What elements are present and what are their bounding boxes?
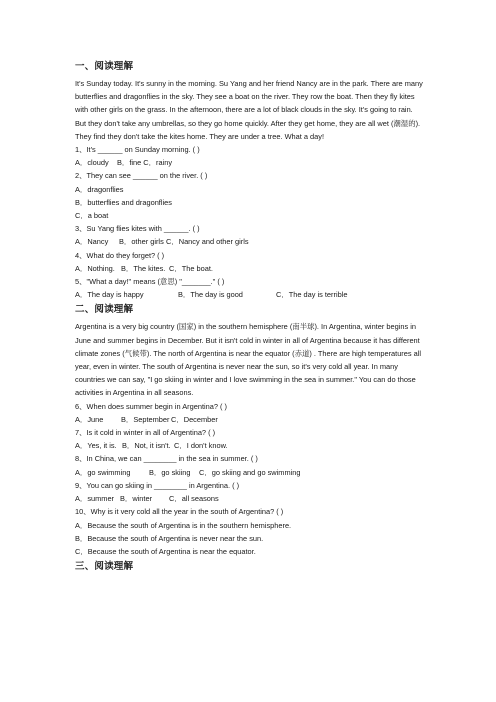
question-5: 5、"What a day!" means (意思) "_______." ( ) (75, 277, 225, 287)
question-5-options (75, 288, 425, 301)
question-2-option-c: C．a boat (75, 211, 109, 221)
section-3-title: 三、阅读理解 (75, 561, 134, 573)
option-a: A．Yes, it is. (75, 441, 117, 451)
option-b: B．The day is good (178, 290, 243, 300)
question-10-option-a: A．Because the south of Argentina is in the southern hemisphere. (75, 520, 292, 530)
option-a: A．summer (75, 494, 115, 504)
document-content (75, 58, 425, 577)
option-a: A．go swimming (75, 467, 131, 477)
option-c: C．I don't know. (174, 441, 228, 451)
question-1: 1、It's ______ on Sunday morning. ( ) (75, 145, 200, 155)
option-b: B．go skiing (149, 467, 191, 477)
option-c: C．go skiing and go swimming (199, 467, 301, 477)
question-3: 3、Su Yang flies kites with ______. ( ) (75, 224, 200, 234)
question-7: 7、Is it cold in winter in all of Argentina? ( ) (75, 428, 216, 438)
option-c: C．December (171, 414, 218, 424)
question-7-options (75, 439, 425, 452)
question-2: 2、They can see ______ on the river. ( ) (75, 171, 208, 181)
option-a: A．Nothing. (75, 263, 115, 273)
option-a: A．The day is happy (75, 290, 144, 300)
question-9: 9、You can go skiing in ________ in Argentina. ( ) (75, 480, 240, 490)
option-b: B．other girls (119, 237, 164, 247)
option-b: B．September (121, 414, 170, 424)
question-9-options (75, 492, 425, 505)
option-a: A．June (75, 414, 104, 424)
question-8-options (75, 466, 425, 479)
option-c: C．The boat. (169, 263, 213, 273)
question-10: 10、Why is it very cold all the year in the south of Argentina? ( ) (75, 507, 284, 517)
question-10-option-c: C．Because the south of Argentina is near the equator. (75, 546, 256, 556)
question-10-option-b: B．Because the south of Argentina is never near the sun. (75, 533, 264, 543)
option-b: B．fine C．rainy (117, 158, 173, 168)
question-2-option-b: B．butterflies and dragonflies (75, 197, 172, 207)
question-6: 6、When does summer begin in Argentina? ( ) (75, 401, 227, 411)
question-1-options (75, 156, 425, 169)
question-8: 8、In China, we can ________ in the sea in summer. ( ) (75, 454, 258, 464)
option-a: A．Nancy (75, 237, 109, 247)
option-c: C．Nancy and other girls (166, 237, 249, 247)
option-c: C．The day is terrible (276, 290, 348, 300)
section-2-passage: Argentina is a very big country (国家) in the southern hemisphere (南半球). In Argentina, winter begins in June and summer begins in December. But it isn't cold in winter in all of Argentina because it has different climate zones (气候带). The north of Argentina is near the equator (赤道) . There are high temperatures all year, even in winter. The south of Argentina is never near the sun, so it's very cold all year. In many countries we can say, "I go skiing in winter and I love swimming in the sea in summer." You can do those activities in Argentina in all seasons. (75, 322, 422, 398)
section-1-passage: It's Sunday today. It's sunny in the morning. Su Yang and her friend Nancy are in the park. There are many butterflies and dragonflies in the sky. They see a boat on the river. They row the boat. Then they fly kites with other girls on the grass. In the afternoon, there are a lot of black clouds in the sky. It's going to rain. But they don't take any umbrellas, so they go home quickly. After they get home, they are all wet (潮湿的). They find they don't take the kites home. They are under a tree. What a day! (75, 79, 423, 141)
option-b: B．winter (120, 494, 153, 504)
option-b: B．The kites. (121, 263, 166, 273)
question-6-options (75, 413, 425, 426)
option-a: A．cloudy (75, 158, 109, 168)
question-4: 4、What do they forget? ( ) (75, 250, 165, 260)
option-c: C．all seasons (169, 494, 219, 504)
option-b: B．Not, it isn't. (122, 441, 171, 451)
question-3-options (75, 235, 425, 248)
question-4-options (75, 262, 425, 275)
section-1-title: 一、阅读理解 (75, 61, 134, 72)
question-2-option-a: A．dragonflies (75, 184, 124, 194)
section-2-title: 二、阅读理解 (75, 304, 134, 316)
